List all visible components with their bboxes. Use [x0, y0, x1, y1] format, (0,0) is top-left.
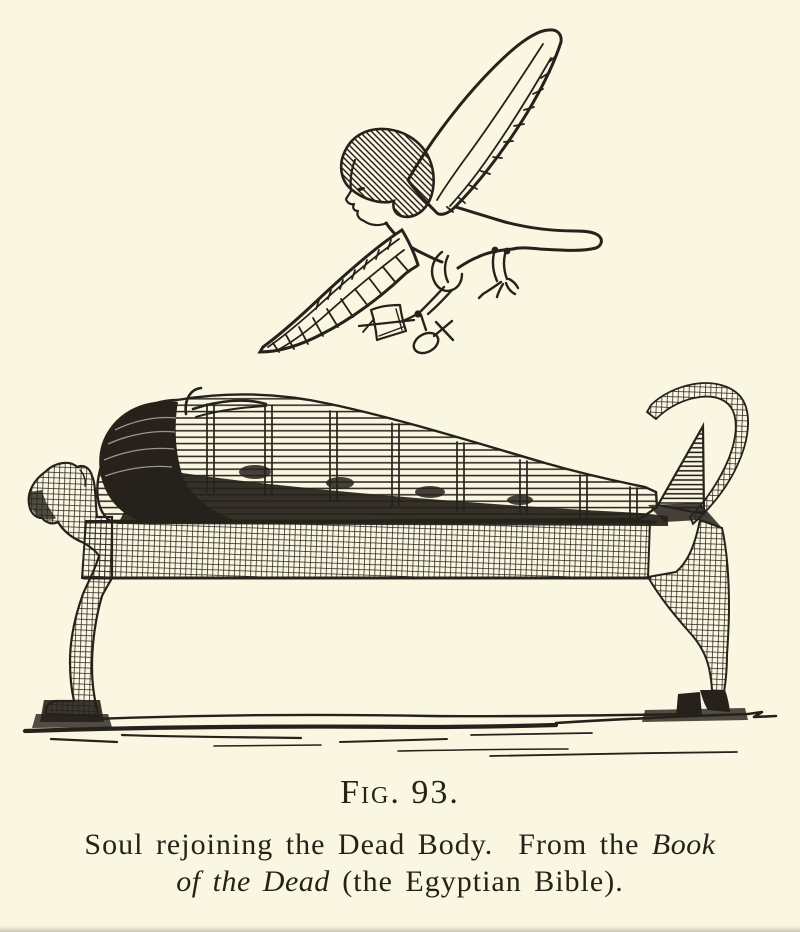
left-foot-ground-shadow [32, 714, 112, 728]
bier-platform [82, 521, 650, 578]
mummy-footboard [658, 426, 704, 514]
seal-object [359, 305, 414, 340]
lion-hindleg [648, 520, 729, 692]
figure-label: Fig. 93. [340, 774, 460, 811]
bird-human-head [341, 129, 433, 225]
ankh-icon [410, 321, 453, 357]
hair [341, 129, 433, 217]
page-bottom-scan-edge [0, 926, 800, 932]
caption-line1 [84, 828, 715, 861]
figure-caption [0, 826, 800, 900]
ground-lines [25, 712, 776, 756]
caption-line2-italic: of the Dead [176, 865, 330, 898]
caption-line1-regular: Soul rejoining the Dead Body. From the [84, 828, 652, 861]
caption-line2 [176, 865, 623, 898]
caption-line1-italic: Book [651, 828, 716, 861]
caption-line2-regular: (the Egyptian Bible). [329, 865, 624, 898]
ba-bird [260, 30, 601, 357]
lion-bier-and-mummy [29, 383, 748, 728]
